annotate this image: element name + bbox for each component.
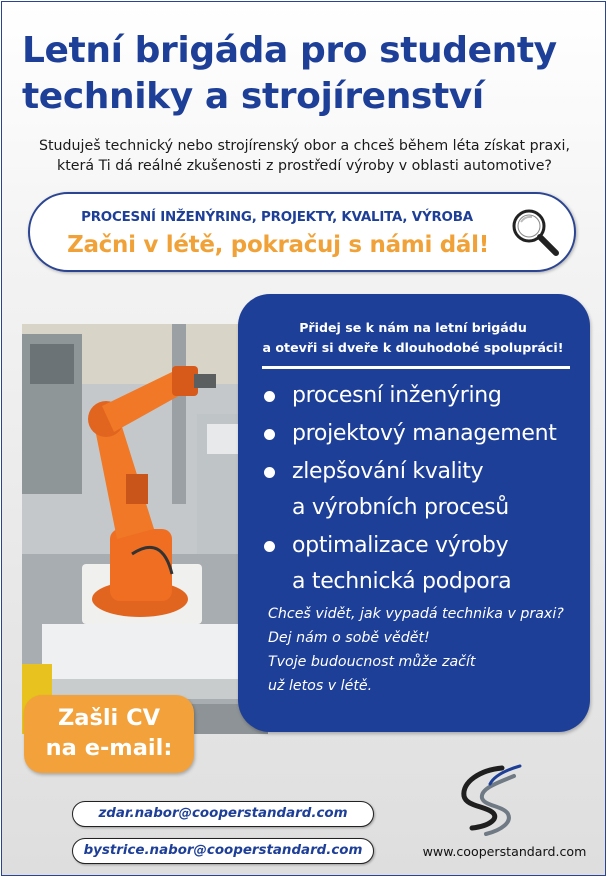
closing-line: už letos v létě.: [268, 678, 373, 694]
bullet-dot-icon: [264, 391, 275, 402]
list-item-continuation: a technická podpora: [292, 569, 512, 594]
closing-text: [268, 602, 588, 698]
panel-intro: [248, 318, 578, 358]
industrial-robot-photo: [22, 324, 268, 734]
list-item-text: [260, 454, 557, 490]
list-item-label: optimalizace výroby: [292, 533, 509, 558]
intro-line: která Ti dá reálné zkušenosti z prostředí výroby v oblasti automotive?: [57, 158, 552, 174]
focus-areas-banner: [28, 192, 576, 272]
send-cv-line: na e-mail:: [45, 735, 173, 761]
email-address[interactable]: zdar.nabor@cooperstandard.com: [72, 801, 374, 827]
list-item-text: [260, 528, 557, 564]
bullet-dot-icon: [264, 467, 275, 478]
title-line: Letní brigáda pro studenty: [22, 30, 557, 71]
bullet-dot-icon: [264, 541, 275, 552]
list-item-continuation: a výrobních procesů: [292, 495, 509, 520]
closing-line: Chceš vidět, jak vypadá technika v praxi?: [268, 606, 564, 622]
send-cv-line: Zašli CV: [57, 705, 161, 731]
slogan-text: Začni v létě, pokračuj s námi dál!: [67, 232, 489, 258]
cooper-standard-logo: [450, 762, 530, 838]
offer-list: [260, 378, 557, 602]
title-line: techniky a strojírenství: [22, 76, 484, 117]
list-item: [260, 454, 557, 526]
panel-intro-line: a otevři si dveře k dlouhodobé spolupráci!: [262, 340, 564, 355]
robot-illustration: [22, 324, 268, 734]
email-address[interactable]: bystrice.nabor@cooperstandard.com: [72, 838, 374, 864]
bullet-dot-icon: [264, 429, 275, 440]
focus-areas-text: PROCESNÍ INŽENÝRING, PROJEKTY, KVALITA, VÝROBA: [81, 210, 473, 225]
magnifier-icon: [504, 202, 564, 262]
panel-intro-line: Přidej se k nám na letní brigádu: [299, 320, 527, 335]
website-link[interactable]: www.cooperstandard.com: [422, 844, 587, 859]
offer-panel: [238, 294, 590, 732]
closing-line: Dej nám o sobě vědět!: [268, 630, 430, 646]
list-item-label: projektový management: [292, 421, 557, 446]
recruitment-flyer: [1, 1, 606, 876]
panel-divider: [262, 366, 570, 369]
flyer-title: [22, 28, 592, 120]
list-item-text: [260, 378, 557, 414]
intro-line: Studuješ technický nebo strojírenský obor a chceš během léta získat praxi,: [38, 138, 571, 154]
closing-line: Tvoje budoucnost může začít: [268, 654, 476, 670]
list-item: [260, 416, 557, 452]
list-item: [260, 528, 557, 600]
send-cv-callout: [24, 695, 194, 773]
list-item: [260, 378, 557, 414]
list-item-text: [260, 416, 557, 452]
list-item-label: procesní inženýring: [292, 383, 502, 408]
list-item-label: zlepšování kvality: [292, 459, 484, 484]
intro-text: [12, 136, 597, 176]
